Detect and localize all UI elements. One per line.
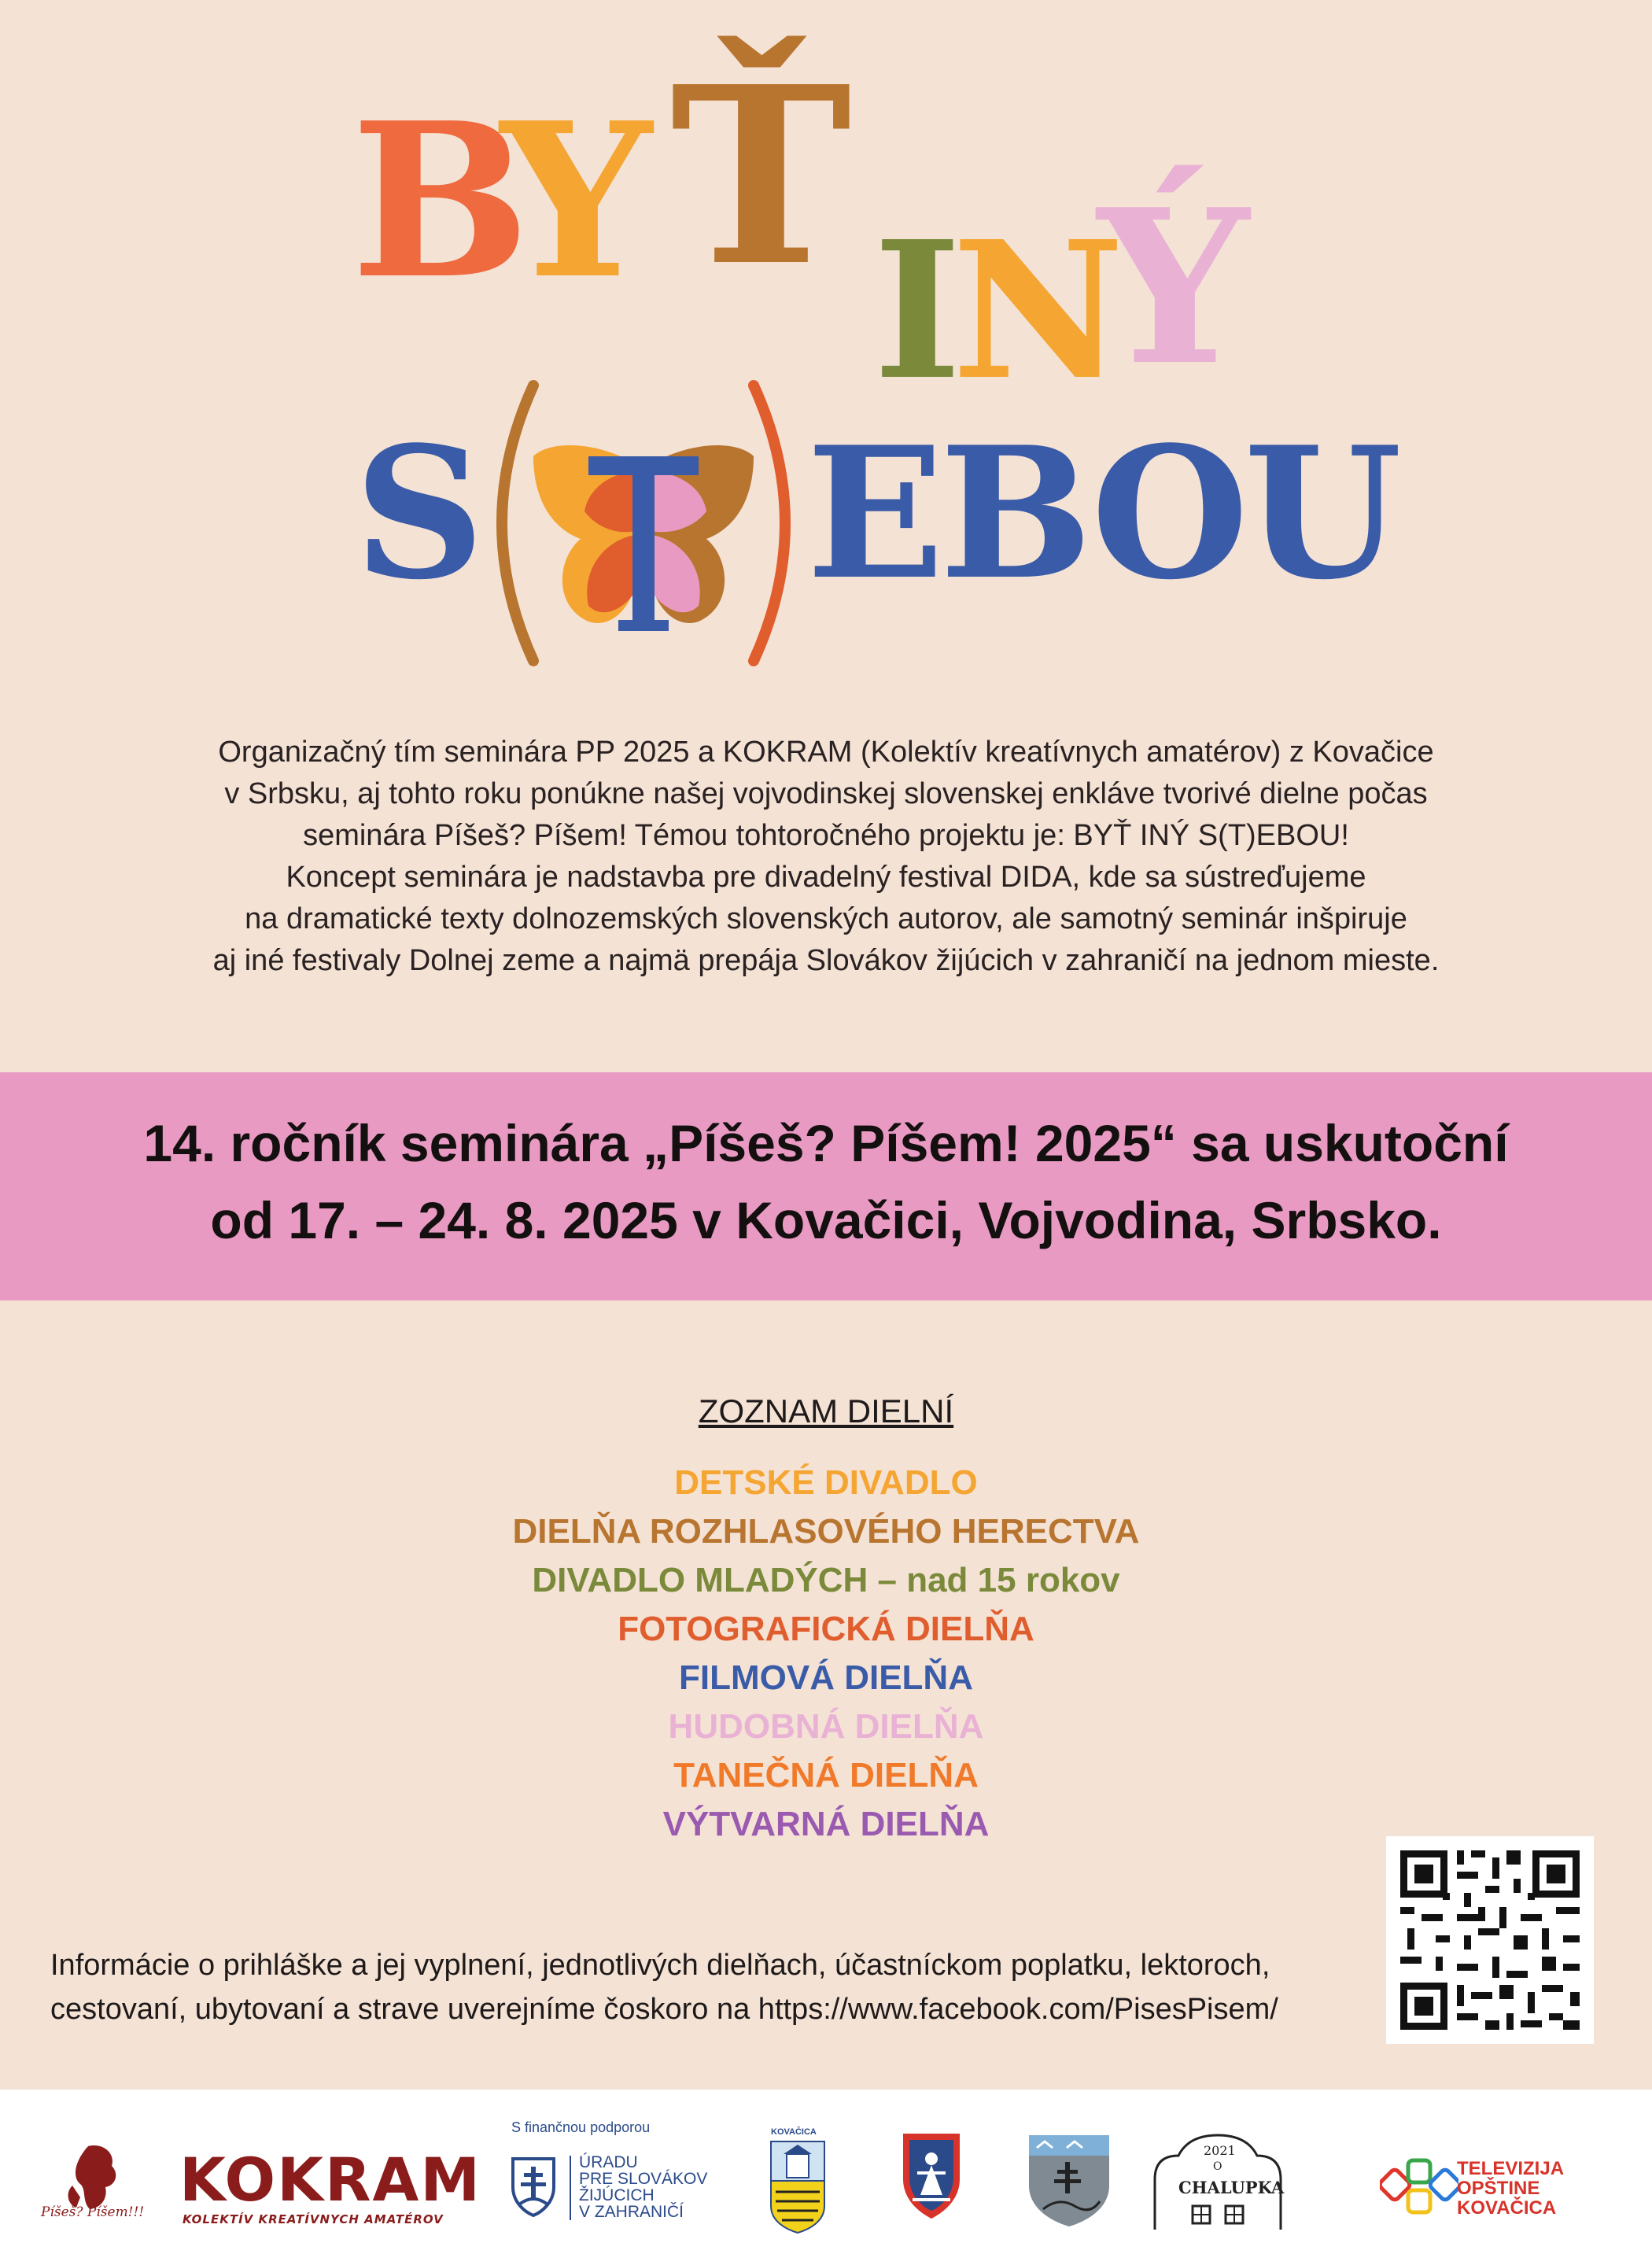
urad-name	[579, 2154, 707, 2220]
chalupka-name: CHALUPKA	[1178, 2178, 1285, 2197]
intro-line: Koncept seminára je nadstavba pre divadelný festival DIDA, kde sa sústreďujeme	[286, 861, 1366, 894]
slovak-coat-of-arms-icon	[510, 2156, 557, 2217]
info-line: cestovaní, ubytovaní a strave uverejníme čoskoro na https://www.facebook.com/PisesPisem/	[50, 1993, 1278, 2026]
title-letter-y: Y	[500, 76, 652, 326]
kokram-logo	[179, 2145, 481, 2231]
title-letter-i: I	[873, 200, 962, 422]
intro-line: seminára Píšeš? Píšem! Témou tohtoročného projektu je: BYŤ INÝ S(T)EBOU!	[303, 819, 1349, 852]
chalupka-o: O	[1213, 2160, 1222, 2173]
announcement-line: 14. ročník seminára „Píšeš? Píšem! 2025“ sa uskutoční	[143, 1114, 1509, 1172]
chalupka-year: 2021	[1204, 2143, 1236, 2158]
workshops-heading: ZOZNAM DIELNÍ	[698, 1393, 954, 1429]
info-text	[50, 1943, 1278, 2031]
municipal-crest-icon	[902, 2132, 961, 2220]
qr-code-icon	[1386, 1836, 1594, 2044]
intro-line: Organizačný tím seminára PP 2025 a KOKRAM (Kolektív kreatívnych amatérov) z Kovačice	[218, 736, 1434, 769]
grey-shield-crest-icon	[1027, 2134, 1111, 2228]
title-letter-t-caron: Ť	[670, 34, 852, 320]
footer-logos	[0, 2090, 1652, 2265]
kovacica-crest-icon	[769, 2140, 826, 2234]
workshop-item: FOTOGRAFICKÁ DIELŇA	[618, 1610, 1034, 1648]
tv-line: TELEVIZIJA	[1457, 2158, 1565, 2179]
intro-line: na dramatické texty dolnozemských slovenských autorov, ale samotný seminár inšpiruje	[245, 902, 1407, 935]
workshop-item: DIELŇA ROZHLASOVÉHO HERECTVA	[512, 1512, 1140, 1551]
kovacica-crest	[769, 2127, 826, 2237]
announcement-line: od 17. – 24. 8. 2025 v Kovačici, Vojvodina, Srbsko.	[210, 1191, 1442, 1249]
kokram-title: KOKRAM	[179, 2145, 481, 2215]
intro-line: v Srbsku, aj tohto roku ponúkne našej vojvodinskej slovenskej enkláve tvorivé dielne počas	[224, 777, 1428, 810]
qr-code[interactable]	[1386, 1836, 1594, 2044]
title-letter-n: N	[952, 200, 1125, 422]
title-letter-y-acute: Ý	[1097, 162, 1249, 412]
kokram-subtitle: KOLEKTÍV KREATÍVNYCH AMATÉROV	[183, 2212, 444, 2226]
workshop-item: DETSKÉ DIVADLO	[674, 1463, 978, 1502]
title-butterfly-t	[478, 370, 809, 677]
workshop-item: TANEČNÁ DIELŇA	[673, 1756, 979, 1795]
tv-line: KOVAČICA	[1457, 2197, 1557, 2219]
urad-line: ŽIJÚCICH	[579, 2186, 655, 2204]
kovacica-label: KOVAČICA	[771, 2127, 817, 2137]
tv-kovacica-logo	[1380, 2156, 1632, 2234]
urad-divider	[570, 2156, 571, 2220]
urad-line: V ZAHRANIČÍ	[579, 2203, 684, 2221]
chalupka-logo	[1147, 2132, 1289, 2234]
support-label: S finančnou podporou	[511, 2119, 651, 2135]
pises-pisem-label: Píšeš? Píšem!!!	[41, 2204, 145, 2220]
announcement-band	[0, 1072, 1652, 1300]
urad-line: PRE SLOVÁKOV	[579, 2170, 708, 2188]
workshop-item: VÝTVARNÁ DIELŇA	[662, 1805, 990, 1843]
workshop-item: HUDOBNÁ DIELŇA	[668, 1707, 984, 1746]
urad-line: ÚRADU	[579, 2153, 638, 2171]
workshop-item: FILMOVÁ DIELŇA	[679, 1658, 973, 1697]
tv-line: OPŠTINE	[1457, 2178, 1540, 2199]
tv-squares-icon	[1380, 2156, 1458, 2222]
intro-line: aj iné festivaly Dolnej zeme a najmä prepája Slovákov žijúcich v zahraničí na jednom mieste.	[212, 944, 1440, 977]
urad-logo	[510, 2119, 738, 2245]
title-word-ebou: EBOU	[806, 408, 1397, 620]
workshop-item: DIVADLO MLADÝCH – nad 15 rokov	[532, 1561, 1120, 1599]
tv-name	[1457, 2159, 1564, 2218]
info-line: Informácie o prihláške a jej vyplnení, jednotlivých dielňach, účastníckom poplatku, lektoroch,	[50, 1949, 1270, 1982]
title-letter-b: B	[351, 76, 531, 326]
title-letter-s: S	[354, 408, 485, 620]
intro-paragraph	[142, 732, 1510, 982]
pises-pisem-logo	[41, 2138, 143, 2225]
